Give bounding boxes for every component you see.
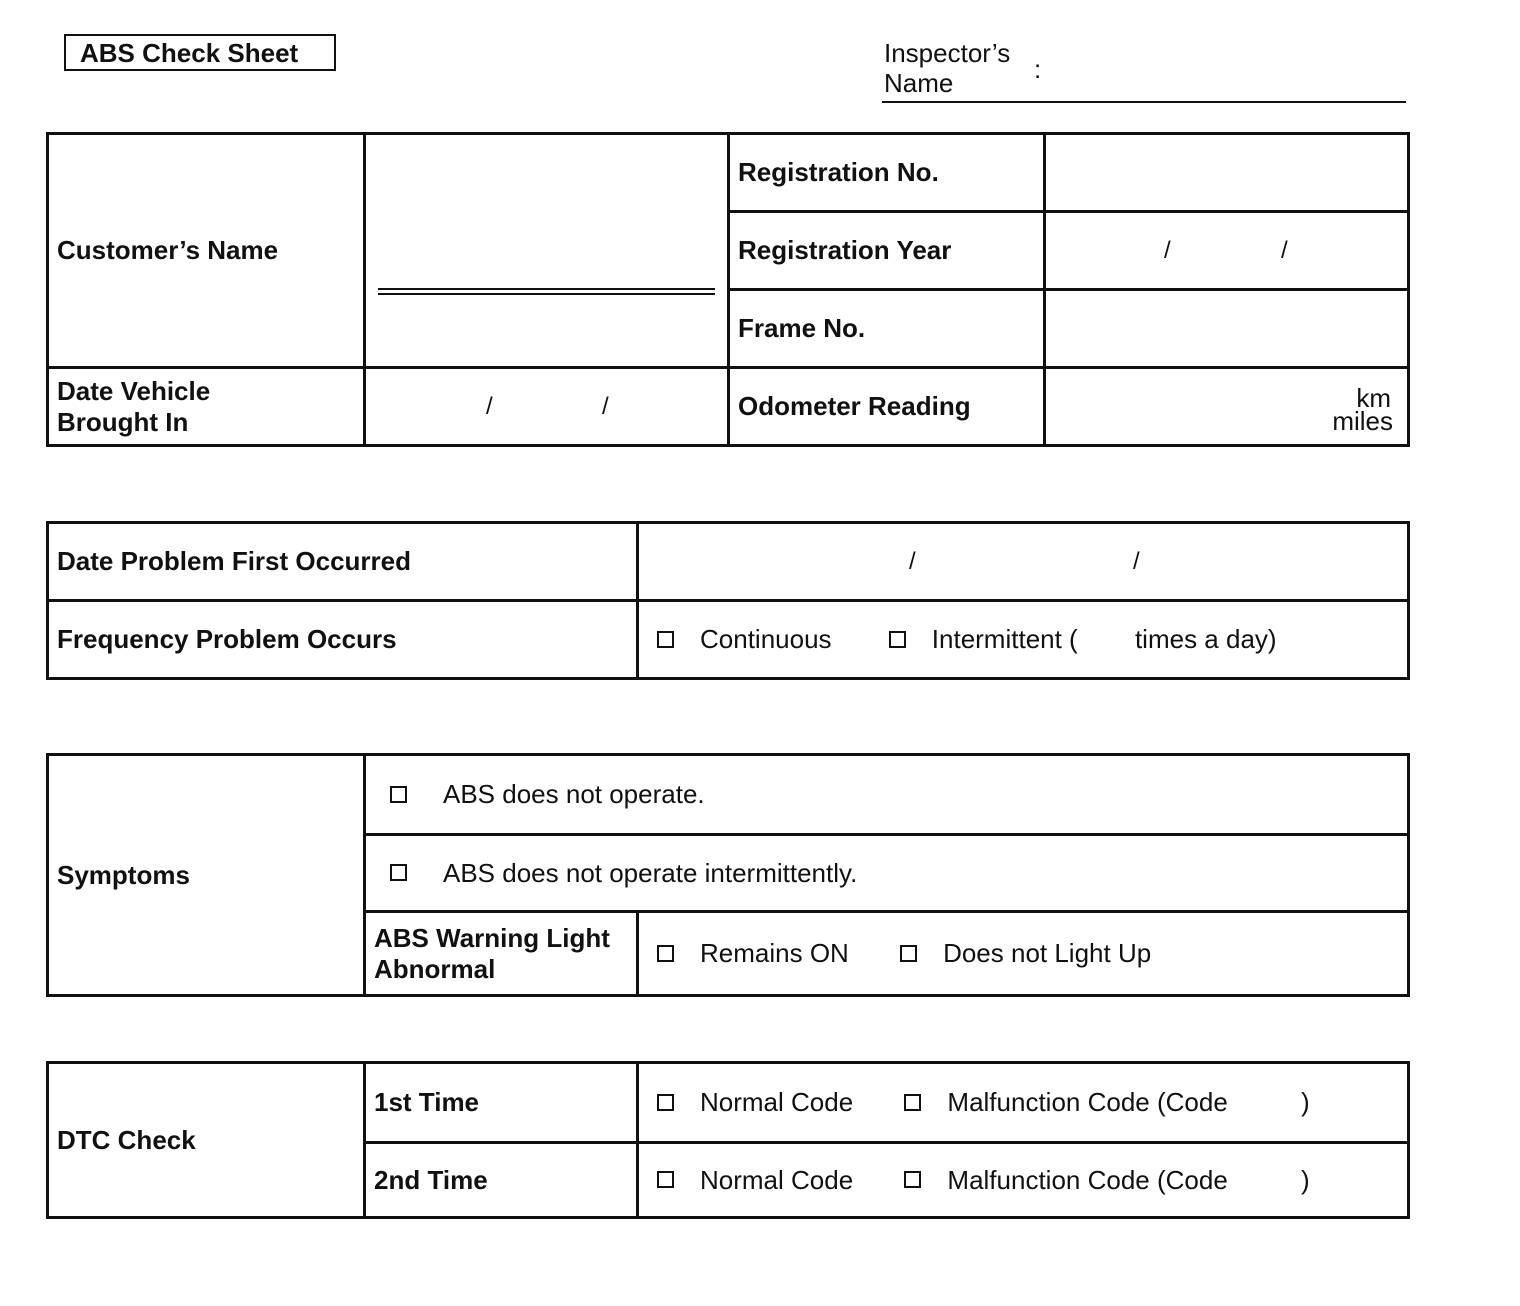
frame-no-field[interactable] [1045, 290, 1409, 368]
option-remains-on[interactable] [657, 938, 856, 968]
date-separator: / [909, 547, 916, 575]
customer-name-field[interactable] [365, 134, 729, 368]
warning-light-label [365, 912, 638, 996]
warning-light-options [638, 912, 1409, 996]
checkbox-remains-on[interactable] [657, 945, 674, 962]
customer-name-label: Customer’s Name [48, 134, 365, 368]
option-does-not-light[interactable] [900, 938, 1151, 968]
registration-no-field[interactable] [1045, 134, 1409, 212]
frame-no-label: Frame No. [729, 290, 1045, 368]
vehicle-info-table [46, 132, 1410, 447]
option-first-normal-code[interactable] [657, 1087, 860, 1117]
option-continuous-label: Continuous [700, 624, 832, 654]
option-second-malfunction-code[interactable] [904, 1165, 1235, 1195]
dtc-first-time-label: 1st Time [365, 1063, 638, 1143]
registration-no-label: Registration No. [729, 134, 1045, 212]
second-normal-code-label: Normal Code [700, 1164, 854, 1195]
inspector-name-field[interactable] [882, 101, 1406, 103]
date-brought-in-label [48, 368, 365, 446]
dtc-table [46, 1061, 1410, 1219]
date-separator: / [486, 392, 493, 420]
date-separator: / [1164, 236, 1171, 264]
problem-table [46, 521, 1410, 680]
date-first-occurred-label: Date Problem First Occurred [48, 523, 638, 601]
symptoms-table [46, 753, 1410, 997]
checkbox-second-normal-code[interactable] [657, 1171, 674, 1188]
option-remains-on-label: Remains ON [700, 938, 849, 968]
checkbox-does-not-light[interactable] [900, 945, 917, 962]
registration-year-field[interactable] [1045, 212, 1409, 290]
checkbox-first-malfunction-code[interactable] [904, 1094, 921, 1111]
date-brought-in-label-line1: Date Vehicle [57, 375, 211, 406]
second-malfunction-code-label: Malfunction Code (Code [947, 1164, 1228, 1195]
checkbox-abs-not-operate[interactable] [390, 786, 407, 803]
date-brought-in-field[interactable] [365, 368, 729, 446]
warning-light-label-line1: ABS Warning Light [374, 922, 610, 953]
option-intermittent[interactable] [889, 624, 1085, 654]
symptoms-label: Symptoms [48, 755, 365, 996]
date-separator: / [602, 392, 609, 420]
option-does-not-light-label: Does not Light Up [943, 938, 1152, 968]
sheet-title: ABS Check Sheet [64, 34, 336, 71]
option-intermittent-label: Intermittent ( [931, 624, 1078, 654]
first-code-close-paren: ) [1301, 1087, 1310, 1117]
checkbox-first-normal-code[interactable] [657, 1094, 674, 1111]
symptom-option-row [365, 755, 1409, 835]
dtc-check-label: DTC Check [48, 1063, 365, 1218]
date-first-occurred-field[interactable] [638, 523, 1409, 601]
option-first-malfunction-code[interactable] [904, 1087, 1235, 1117]
frequency-options [638, 601, 1409, 679]
warning-light-label-line2: Abnormal [374, 953, 496, 984]
unit-miles: miles [1332, 406, 1393, 436]
registration-year-label: Registration Year [729, 212, 1045, 290]
date-separator: / [1133, 547, 1140, 575]
checkbox-intermittent[interactable] [889, 631, 906, 648]
inspector-label-line1: Inspector’s [884, 38, 1011, 68]
dtc-second-time-options [638, 1143, 1409, 1218]
checkbox-abs-not-operate-intermittently[interactable] [390, 864, 407, 881]
option-abs-not-operate-intermittently[interactable] [390, 858, 857, 888]
inspector-label-line2: Name [884, 68, 954, 98]
odometer-field[interactable] [1045, 368, 1409, 446]
frequency-label: Frequency Problem Occurs [48, 601, 638, 679]
inspector-name-label [884, 38, 1010, 98]
date-separator: / [1281, 236, 1288, 264]
option-abs-not-operate-intermittently-label: ABS does not operate intermittently. [443, 857, 858, 888]
symptom-option-row [365, 835, 1409, 912]
first-malfunction-code-label: Malfunction Code (Code [947, 1087, 1228, 1117]
date-brought-in-label-line2: Brought In [57, 406, 189, 437]
customer-name-underline [378, 288, 715, 295]
option-second-normal-code[interactable] [657, 1165, 860, 1195]
unit-km: km [1356, 383, 1391, 413]
first-normal-code-label: Normal Code [700, 1087, 854, 1117]
second-code-close-paren: ) [1301, 1164, 1310, 1195]
checkbox-second-malfunction-code[interactable] [904, 1171, 921, 1188]
inspector-colon: : [1034, 54, 1042, 84]
odometer-label: Odometer Reading [729, 368, 1045, 446]
option-continuous[interactable] [657, 624, 839, 654]
times-a-day-label: times a day) [1134, 624, 1277, 654]
dtc-second-time-label: 2nd Time [365, 1143, 638, 1218]
checkbox-continuous[interactable] [657, 631, 674, 648]
option-abs-not-operate[interactable] [390, 779, 705, 809]
dtc-first-time-options [638, 1063, 1409, 1143]
option-abs-not-operate-label: ABS does not operate. [443, 779, 705, 809]
